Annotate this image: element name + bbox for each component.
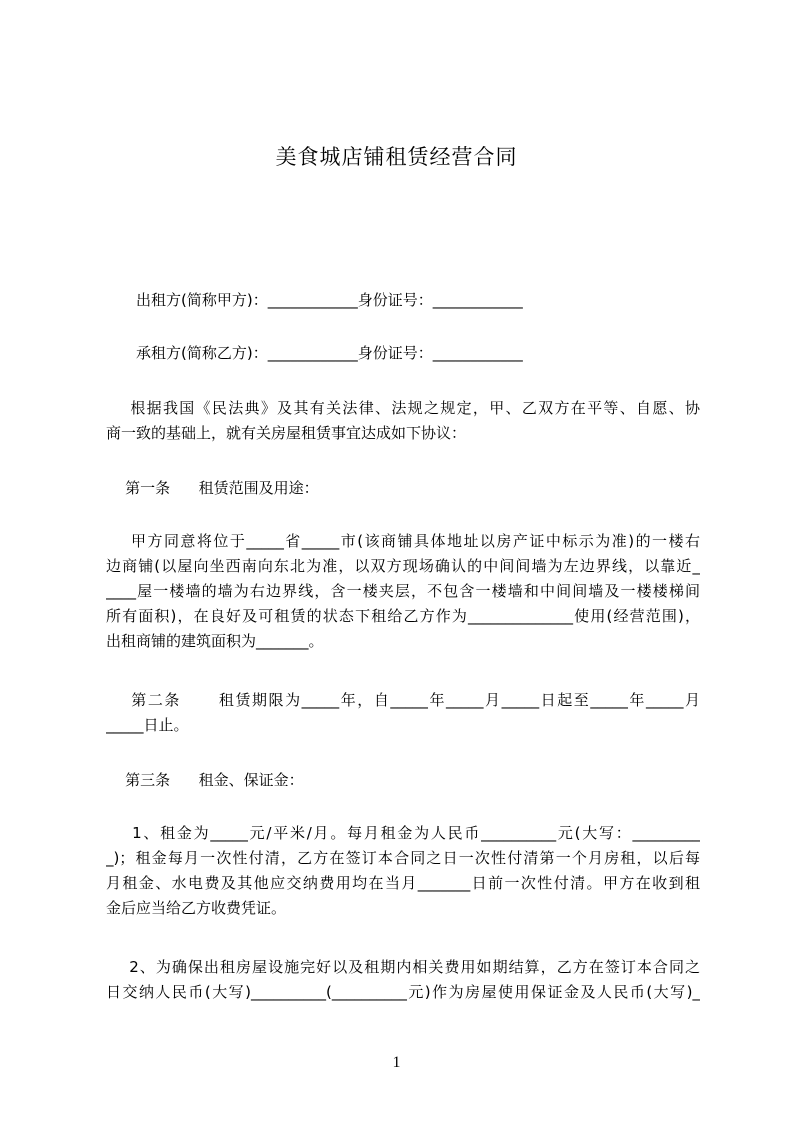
article-heading-text: 第三条 租金、保证金： xyxy=(106,771,304,789)
article-1-line: 出租商铺的建筑面积为_______。 xyxy=(106,632,324,650)
document-title: 美食城店铺租赁经营合同 xyxy=(275,145,518,169)
article-3-item-2-line: 2、为确保出租房屋设施完好以及租期内相关费用如期结算，乙方在签订本合同之 xyxy=(106,958,700,976)
article-1-line: 所有面积)，在良好及可租赁的状态下租给乙方作为______________使用(经营范围)， xyxy=(106,607,700,625)
article-1-line: 甲方同意将位于_____省_____市(该商铺具体地址以房产证中标示为准)的一楼右 xyxy=(106,532,700,550)
article-1-heading xyxy=(106,476,700,501)
party-a-line: 出租方(简称甲方)：____________身份证号：____________ xyxy=(136,291,523,309)
article-3-item-1 xyxy=(106,821,700,921)
article-3-item-2 xyxy=(106,955,700,1005)
article-3-item-1-line: _)；租金每月一次性付清，乙方在签订本合同之日一次性付清第一个月房租，以后每 xyxy=(106,849,700,867)
article-2 xyxy=(106,688,700,738)
party-b-line: 承租方(简称乙方)：____________身份证号：____________ xyxy=(136,344,523,362)
article-1-body xyxy=(106,529,700,654)
article-3-item-1-line: 1、租金为_____元/平米/月。每月租金为人民币__________元(大写：_________ xyxy=(106,824,700,842)
article-3-heading xyxy=(106,768,700,793)
article-1-line: 边商铺(以屋向坐西南向东北为准，以双方现场确认的中间间墙为左边界线，以靠近_ xyxy=(106,557,700,575)
article-heading-text: 第一条 租赁范围及用途： xyxy=(106,479,319,497)
article-3-item-2-line: 日交纳人民币(大写)__________(__________元)作为房屋使用保证金及人民币(大写)_ xyxy=(106,983,700,1001)
article-2-line: 第二条 租赁期限为_____年，自_____年_____月_____日起至_____年_____月 xyxy=(106,691,700,709)
preamble-line: 根据我国《民法典》及其有关法律、法规之规定，甲、乙双方在平等、自愿、协 xyxy=(106,399,700,417)
article-1-line: ____屋一楼墙的墙为右边界线，含一楼夹层，不包含一楼墙和中间间墙及一楼楼梯间 xyxy=(106,582,700,600)
page-number: 1 xyxy=(392,1054,401,1071)
preamble-line: 商一致的基础上，就有关房屋租赁事宜达成如下协议： xyxy=(106,424,467,442)
article-3-item-1-line: 月租金、水电费及其他应交纳费用均在当月_______日前一次性付清。甲方在收到租 xyxy=(106,874,700,892)
preamble-paragraph xyxy=(106,396,700,446)
article-3-item-1-line: 金后应当给乙方收费凭证。 xyxy=(106,899,287,917)
article-2-line: _____日止。 xyxy=(106,716,189,734)
